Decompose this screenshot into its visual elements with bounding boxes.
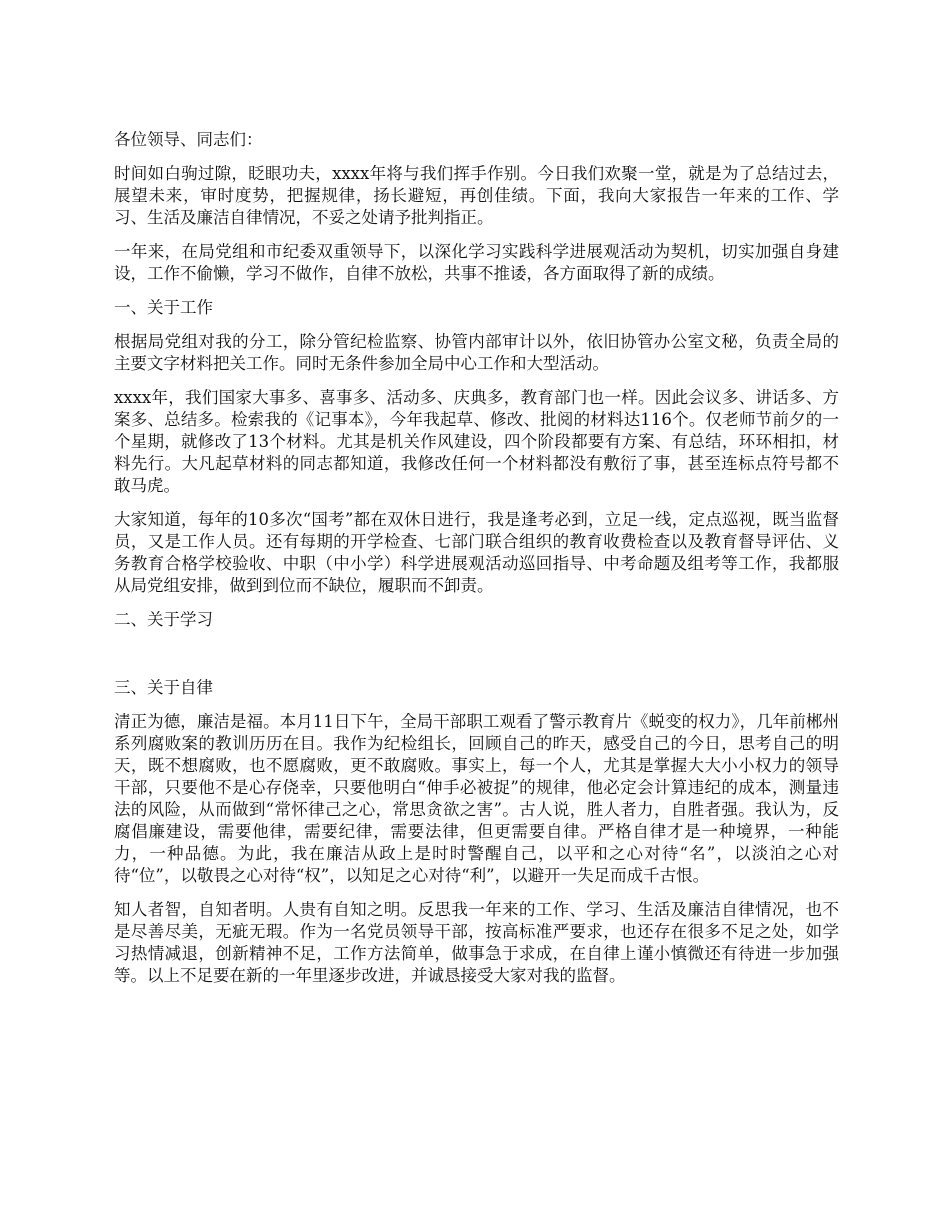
- intro-paragraph: 时间如白驹过隙，眨眼功夫，xxxx年将与我们挥手作别。今日我们欢聚一堂，就是为了总结过去，展望未来，审时度势，把握规律，扬长避短，再创佳绩。下面，我向大家报告一年来的工作、学习、生活及廉洁自律情况，不妥之处请予批判指正。: [114, 164, 839, 227]
- greeting: 各位领导、同志们：: [114, 130, 263, 149]
- section-heading-discipline: 三、关于自律: [114, 678, 213, 697]
- work-paragraph-3: 大家知道，每年的10多次“国考”都在双休日进行，我是逢考必到，立足一线，定点巡视，既当监督员，又是工作人员。还有每期的开学检查、七部门联合组织的教育收费检查以及教育督导评估、义务教育合格学校验收、中职（中小学）科学进展观活动巡回指导、中考命题及组考等工作，我都服从局党组安排，做到到位而不缺位，履职而不卸责。: [114, 510, 839, 595]
- work-paragraph-1: 根据局党组对我的分工，除分管纪检监察、协管内部审计以外，依旧协管办公室文秘，负责全局的主要文字材料把关工作。同时无条件参加全局中心工作和大型活动。: [114, 332, 839, 373]
- discipline-paragraph-1: 清正为德，廉洁是福。本月11日下午，全局干部职工观看了警示教育片《蜕变的权力》，几年前郴州系列腐败案的教训历历在目。我作为纪检组长，回顾自己的昨天，感受自己的今日，思考自己的明天，既不想腐败，也不愿腐败，更不敢腐败。事实上，每一个人，尤其是掌握大大小小权力的领导干部，只要他不是心存侥幸，只要他明白“伸手必被捉”的规律，他必定会计算违纪的成本，测量违法的风险，从而做到“常怀律己之心，常思贪欲之害”。古人说，胜人者力，自胜者强。我认为，反腐倡廉建设，需要他律，需要纪律，需要法律，但更需要自律。严格自律才是一种境界，一种能力，一种品德。为此，我在廉洁从政上是时时警醒自己，以平和之心对待“名”，以淡泊之心对待“位”，以敬畏之心对待“权”，以知足之心对待“利”，以避开一失足而成千古恨。: [114, 712, 839, 885]
- overview-paragraph: 一年来，在局党组和市纪委双重领导下，以深化学习实践科学进展观活动为契机，切实加强自身建设，工作不偷懒，学习不做作，自律不放松，共事不推诿，各方面取得了新的成绩。: [114, 242, 839, 283]
- document-page: [114, 129, 839, 999]
- discipline-paragraph-2: 知人者智，自知者明。人贵有自知之明。反思我一年来的工作、学习、生活及廉洁自律情况，也不是尽善尽美，无疵无瑕。作为一名党员领导干部，按高标准严要求，也还存在很多不足之处，如学习热情减退，创新精神不足，工作方法简单，做事急于求成，在自律上谨小慎微还有待进一步加强等。以上不足要在新的一年里逐步改进，并诚恳接受大家对我的监督。: [114, 900, 839, 985]
- work-paragraph-2: xxxx年，我们国家大事多、喜事多、活动多、庆典多，教育部门也一样。因此会议多、讲话多、方案多、总结多。检索我的《记事本》，今年我起草、修改、批阅的材料达116个。仅老师节前夕的一个星期，就修改了13个材料。尤其是机关作风建设，四个阶段都要有方案、有总结，环环相扣，材料先行。大凡起草材料的同志都知道，我修改任何一个材料都没有敷衍了事，甚至连标点符号都不敢马虎。: [114, 388, 839, 495]
- section-heading-work: 一、关于工作: [114, 298, 213, 317]
- section-heading-study: 二、关于学习: [114, 610, 213, 629]
- empty-section-gap: [114, 643, 839, 677]
